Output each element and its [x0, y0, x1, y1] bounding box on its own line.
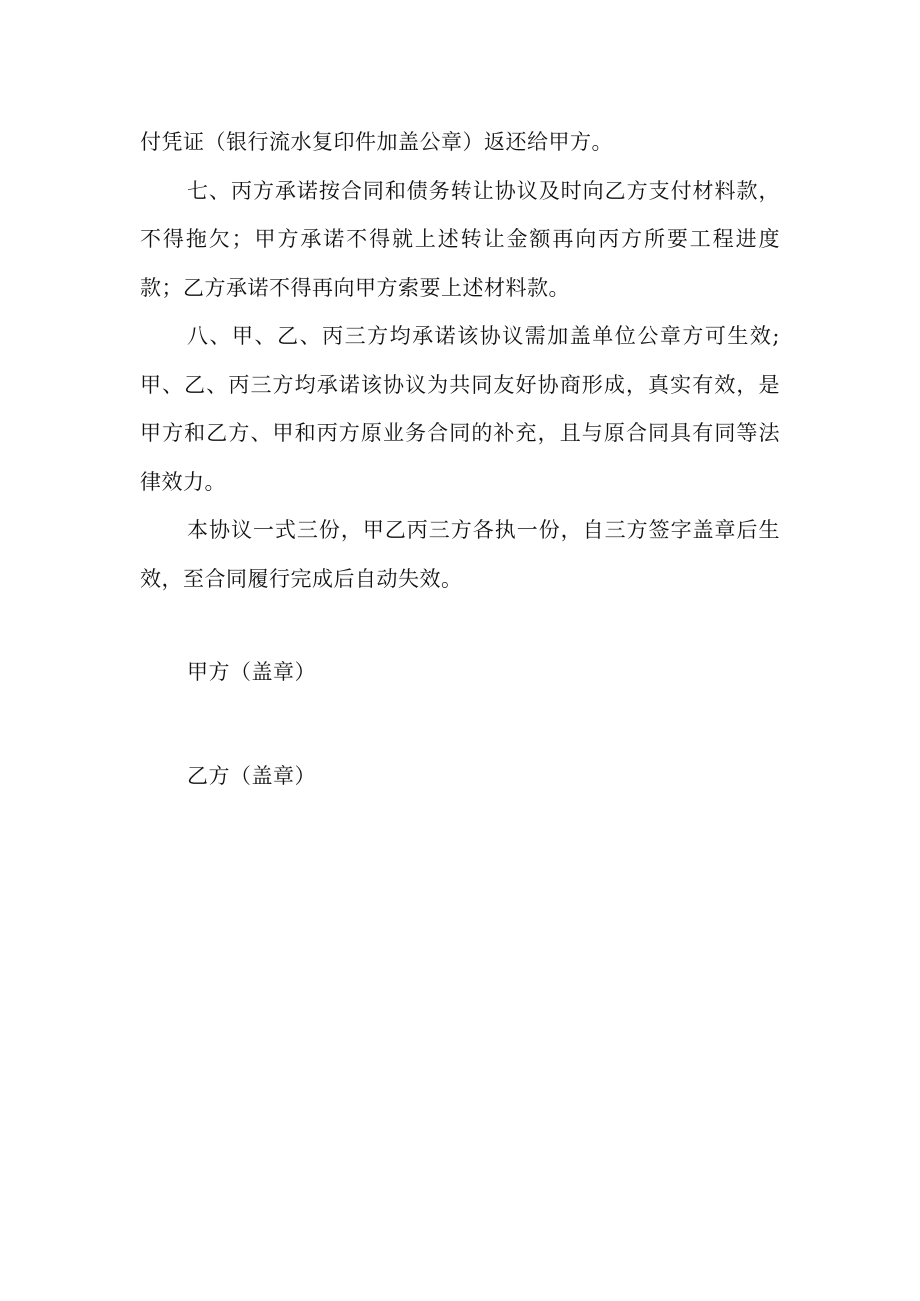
- signature-party-a: 甲方（盖章）: [187, 660, 316, 684]
- agreement-body: [140, 118, 780, 603]
- paragraph-continuation: 付凭证（银行流水复印件加盖公章）返还给甲方。: [140, 130, 613, 154]
- paragraph-clause-eight: 八、甲、乙、丙三方均承诺该协议需加盖单位公章方可生效;甲、乙、丙三方均承诺该协议为共同友好协商形成，真实有效，是甲方和乙方、甲和丙方原业务合同的补充，且与原合同具有同等法律效力。: [140, 324, 780, 494]
- signature-party-b: 乙方（盖章）: [187, 764, 316, 788]
- paragraph-clause-seven: 七、丙方承诺按合同和债务转让协议及时向乙方支付材料款，不得拖欠；甲方承诺不得就上述转让金额再向丙方所要工程进度款；乙方承诺不得再向甲方索要上述材料款。: [140, 178, 780, 300]
- paragraph-copies: 本协议一式三份，甲乙丙三方各执一份，自三方签字盖章后生效，至合同履行完成后自动失效。: [140, 518, 780, 591]
